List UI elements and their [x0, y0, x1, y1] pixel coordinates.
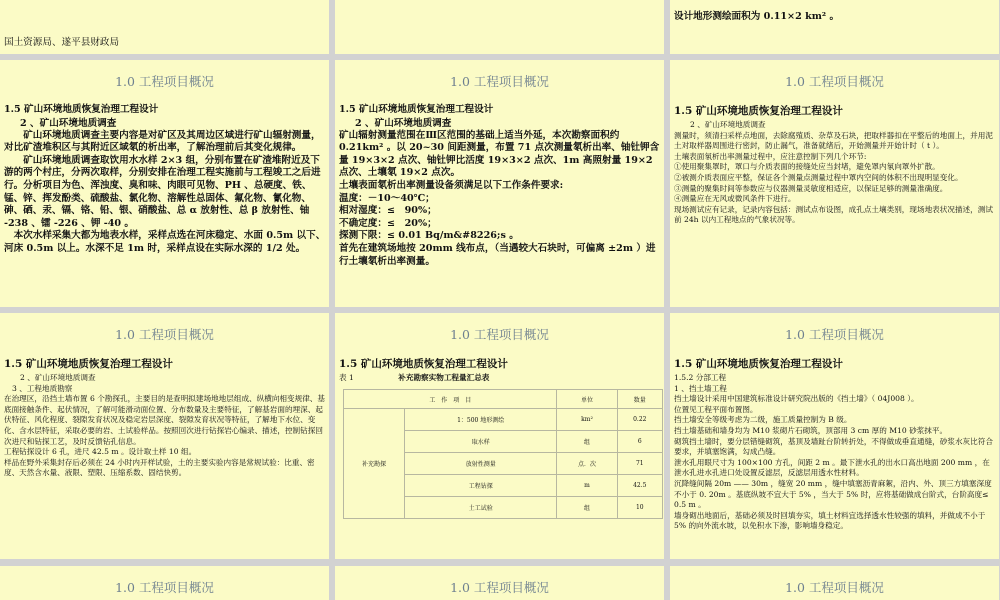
slide-header: 1.0 工程项目概况 [115, 327, 214, 342]
table-cell: 组 [557, 497, 617, 519]
paragraph: 不确定度：≤ 20%； [339, 217, 437, 229]
paragraph: ①使用聚集罩时，罩口与介质表面的接缝处应当封堵，避免罩内氡向罩外扩散。 [674, 162, 940, 172]
table-cell: 土工试验 [405, 497, 557, 519]
slide-r2-c0 [0, 313, 329, 559]
paragraph: 探测下限：≤ 0.01 Bq/m&#8226;s 。 [339, 230, 519, 242]
table-header: 数量 [617, 390, 662, 409]
section-title: 1.5 矿山环境地质恢复治理工程设计 [4, 358, 173, 370]
slide-r3-c0 [0, 566, 329, 600]
quantity-table [343, 389, 663, 519]
section-title: 1.5 矿山环境地质恢复治理工程设计 [674, 105, 843, 117]
slide-text: 设计地形测绘面积为 0.11×2 km² 。 [674, 11, 840, 22]
slide-header: 1.0 工程项目概况 [785, 580, 884, 595]
table-cell: 42.5 [617, 475, 662, 497]
section-title: 1.5 矿山环境地质恢复治理工程设计 [674, 358, 843, 370]
paragraph: 位置见工程平面布置图。 [674, 404, 758, 414]
slide-r3-c1 [335, 566, 664, 600]
slide-header: 1.0 工程项目概况 [785, 327, 884, 342]
subsection-title: 2 、矿山环境地质调查 [690, 120, 766, 129]
table-number: 表 1 [339, 373, 354, 382]
table-cell: 工程钻探 [405, 475, 557, 497]
table-title: 补充勘察实物工程量汇总表 [398, 373, 490, 382]
paragraph: 墙身砌出地面后，基础必须及时回填夯实，填土材料宜选择透水性较强的填料，并做成不小于 5% 的向外流水坡，以免积水下渗，影响墙身稳定。 [674, 510, 986, 531]
table-cell: 组 [557, 431, 617, 453]
paragraph: 砌筑挡土墙时，要分层错缝砌筑，基顶及墙趾台阶转折处，不得做成垂直通缝，砂浆水灰比符合要求，并填塞饱满，勾成凸缝。 [674, 436, 993, 457]
table-header: 工 作 项 目 [344, 390, 557, 409]
paragraph: 样品在野外采集封存后必须在 24 小时内开样试验，土的主要实验内容是常规试验：比重、密度、天然含水量、液限、塑限、压缩系数、固结快剪。 [4, 457, 315, 478]
slide-r1-c0 [0, 60, 329, 307]
paragraph: 挡土墙安全等级考虑为二级，施工质量控制为 B 级。 [674, 415, 852, 425]
paragraph: 沉降缝间隔 20m —— 30m ，缝宽 20 mm ，缝中填塞沥青麻絮，沿内、外、顶三方填塞深度不小于 0. 20m 。基底纵坡不宜大于 5% ，当大于 5% 时，应将基础做成台阶式，台阶高度≤ 0.5 m 。 [674, 478, 992, 510]
paragraph: ④测量应在无风或微风条件下进行。 [674, 194, 796, 204]
slide-r1-c1 [335, 60, 664, 307]
table-cell: 0.22 [617, 409, 662, 431]
subsection-title: 2 、矿山环境地质调查 [355, 117, 452, 129]
slide-r0-c0 [0, 0, 329, 54]
paragraph: 矿山环境地质调查主要内容是对矿区及其周边区域进行矿山辐射测量，对比矿渣堆积区与其附近区域氡的析出率，了解治理前后其变化规律。 [4, 129, 321, 154]
slide-r1-c2 [670, 60, 999, 307]
paragraph: ③测量的聚集时间等参数应与仪器测量灵敏度相适应，以保证足够的测量准确度。 [674, 183, 948, 193]
paragraph: 矿山辐射测量范围在Ⅲ区范围的基础上适当外延，本次勘察面积约 0.21km² 。以 20~30 间距测量，布置 71 点次测量氡析出率、铀钍钾含量 19×3×2 点次、铀钍钾比活度 19×3×2 点次、1m 高照射量 19×2 点次、土壤氡 19×2 点次。 [339, 129, 660, 179]
section-title: 1.5 矿山环境地质恢复治理工程设计 [339, 358, 508, 370]
table-row [344, 409, 663, 431]
table-cell: 放射性测量 [405, 453, 557, 475]
slide-r2-c2 [670, 313, 999, 559]
slide-header: 1.0 工程项目概况 [115, 74, 214, 89]
slide-r0-c1 [335, 0, 664, 54]
paragraph: 挡土墙设计采用中国建筑标准设计研究院出版的《挡土墙》（ 04J008 ）。 [674, 394, 919, 404]
paragraph: 在治理区，沿挡土墙布置 6 个勘探孔，主要目的是查明拟建场地地层组成、纵横向相变规律、基底面接触条件、起伏情况，了解可能滑动面位置、分布数量及主要特征，了解基岩面的埋深、起伏特征、风化程度、裂隙发育状况及稳定岩层深度、裂隙发育状况等特征，了解地下水位、变化、含水层特征，采取必要的岩、土试验样品。按照回次进行钻探岩心编录、描述，控制钻探回次进尺和钻探工艺，及时反馈钻孔信息。 [4, 394, 325, 446]
paragraph: 温度：－10～40℃； [339, 192, 435, 204]
paragraph: 相对湿度：≤ 90%； [339, 205, 437, 217]
table-cell: 6 [617, 431, 662, 453]
slide-content [674, 0, 996, 23]
slide-content [339, 104, 661, 268]
slide-content [4, 104, 326, 256]
subsection-title: 2 、矿山环境地质调查 [20, 373, 96, 382]
paragraph: 1 、挡土墙工程 [674, 383, 727, 393]
slide-content [674, 104, 996, 226]
slide-content [4, 0, 326, 49]
table-cell: 点．次 [557, 453, 617, 475]
table-cell: 10 [617, 497, 662, 519]
paragraph: 泄水孔用眼尺寸为 100×100 方孔，间距 2 m 。最下泄水孔的出水口高出地面 200 mm ，在泄水孔进水孔进口处设置反滤层，反滤层用透水性材料。 [674, 457, 990, 478]
slide-text: 国土资源局、遂平县财政局 [4, 37, 120, 48]
slide-r2-c1 [335, 313, 664, 559]
subsection-title: 2 、矿山环境地质调查 [20, 117, 117, 129]
paragraph: 工程钻探设计 6 孔，进尺 42.5 m 。设计取土样 10 组。 [4, 447, 197, 457]
paragraph: 挡土墙基础和墙身均为 M10 浆砌片石砌筑，顶部用 3 cm 厚的 M10 砂浆抹平。 [674, 425, 948, 435]
paragraph: 土壤表面氡析出率测量设备须满足以下工作条件要求: [339, 179, 564, 191]
table-cell: 1：500 地形测绘 [405, 409, 557, 431]
paragraph: 现场测试应有记录，记录内容包括：测试点布设图，成孔点土壤类别，现场地表状况描述，测试前 24h 以内工程地点的气象状况等。 [674, 204, 993, 225]
subsection-title: 3 、工程地质勘察 [12, 383, 73, 393]
table-cell: 取水样 [405, 431, 557, 453]
slide-content [4, 357, 326, 479]
slide-content [339, 357, 661, 519]
table-header-row [344, 390, 663, 409]
table-cell: km² [557, 409, 617, 431]
paragraph: 矿山环境地质调查取饮用水水样 2×3 组，分别布置在矿渣堆附近及下游的两个村庄，分两次取样，分别安排在治理工程实施前与工程竣工之后进行。分析项目为色、浑浊度、臭和味、肉眼可见物、PH 、总硬度、铁、锰、锌、挥发酚类、硫酸盐、氯化物、溶解性总固体、氟化物、氰化物、砷、硒、汞、镉、铬、铅、银、硝酸盐、总 α 放射性、总 β 放射性、铀 -238 、镭 -226 、钾 -40 。 [4, 154, 321, 229]
table-group-cell: 补充勘探 [344, 409, 405, 519]
table-cell: 71 [617, 453, 662, 475]
slide-header: 1.0 工程项目概况 [450, 580, 549, 595]
table-caption [339, 373, 661, 383]
slide-r0-c2 [670, 0, 999, 54]
paragraph: 首先在建筑场地按 20mm 线布点，（当遇较大石块时，可偏离 ±2m ）进行土壤氡析出率测量。 [339, 242, 656, 267]
section-title: 1.5 矿山环境地质恢复治理工程设计 [4, 104, 159, 115]
paragraph: ②被测介质表面应平整，保证各个测量点测量过程中罩内空间的体积不出现明显变化。 [674, 172, 963, 182]
slide-r3-c2 [670, 566, 999, 600]
paragraph: 本次水样采集大都为地表水样，采样点选在河床稳定、水面 0.5m 以下、河床 0.5m 以上。水深不足 1m 时，采样点设在实际水深的 1/2 处。 [4, 230, 326, 254]
paragraph: 土壤表面氡析出率测量过程中，应注意控制下列几个环节: [674, 151, 867, 161]
slide-header: 1.0 工程项目概况 [785, 74, 884, 89]
slide-header: 1.0 工程项目概况 [450, 327, 549, 342]
table-header: 单位 [557, 390, 617, 409]
slide-header: 1.0 工程项目概况 [115, 580, 214, 595]
slide-content [674, 357, 996, 532]
table-cell: m [557, 475, 617, 497]
paragraph: 测量时，须清扫采样点地面，去除腐殖质、杂草及石块，把取样器扣在平整后的地面上，并用泥土对取样器周围进行密封，防止漏气，准备就绪后，开始测量并开始计时（ t ）。 [674, 130, 993, 151]
slide-header: 1.0 工程项目概况 [450, 74, 549, 89]
section-title: 1.5 矿山环境地质恢复治理工程设计 [339, 104, 494, 115]
paragraph: 1.5.2 分部工程 [674, 373, 727, 382]
